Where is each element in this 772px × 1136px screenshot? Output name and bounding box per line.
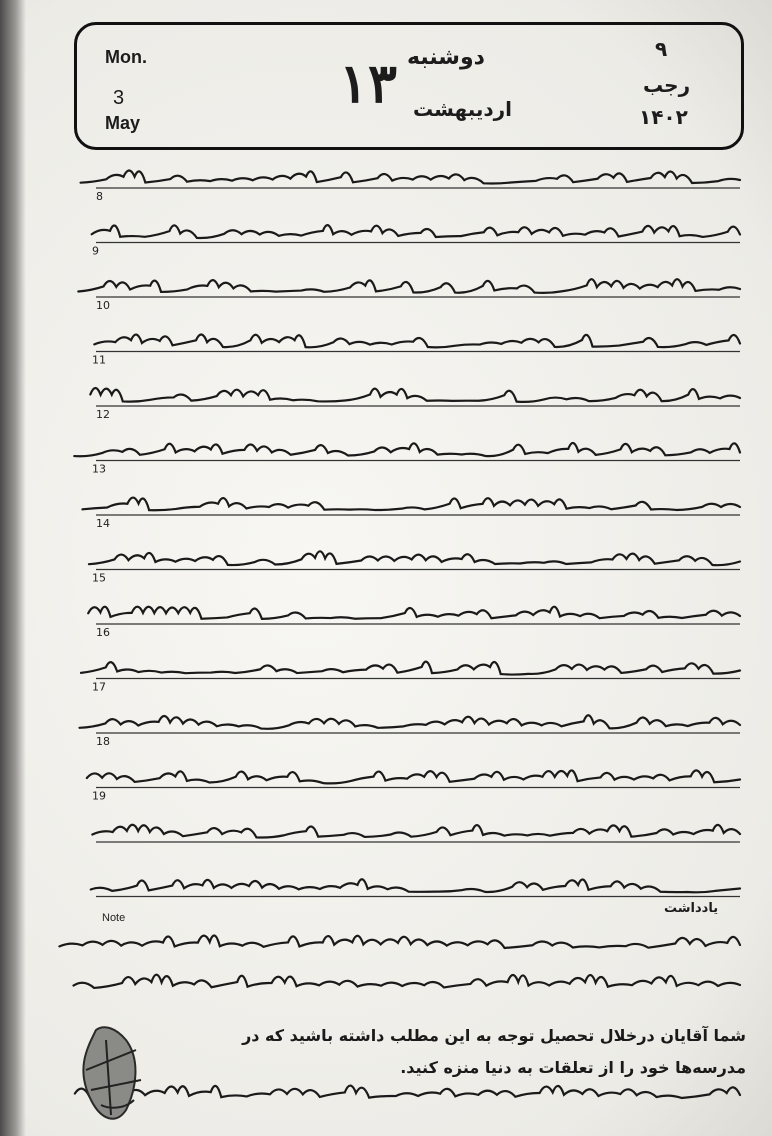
printed-quote-line-1: شما آقایان درخلال تحصیل توجه به این مطلب داشته باشید که در [242, 1026, 746, 1045]
weekday-english: Mon. [105, 47, 147, 67]
handwritten-note-line [75, 1086, 740, 1098]
month-english: May [105, 113, 141, 133]
handwritten-note-line [59, 935, 740, 947]
handwritten-line [88, 607, 740, 619]
line-number: 18 [96, 735, 110, 748]
note-label-english: Note [102, 912, 126, 924]
line-number: 15 [92, 571, 106, 585]
line-number: 10 [96, 299, 110, 312]
handwritten-line [94, 334, 740, 347]
handwritten-line [87, 770, 740, 783]
handwritten-line [92, 825, 740, 838]
line-number: 12 [96, 408, 110, 421]
solar-day-number: ۱۳ [339, 51, 398, 115]
line-number: 11 [92, 353, 106, 367]
handwritten-line [89, 551, 740, 565]
line-number: 17 [92, 680, 106, 694]
line-number: 13 [92, 462, 106, 476]
handwritten-line [80, 715, 740, 729]
handwritten-line [92, 225, 740, 238]
handwritten-line [81, 662, 740, 675]
handwritten-line [82, 498, 740, 511]
note-label-persian: یادداشت [664, 901, 719, 916]
hijri-year: ۱۴۰۲ [639, 105, 688, 129]
hijri-month: رجب [643, 73, 691, 97]
handwritten-note-line [73, 975, 740, 988]
line-number: 9 [92, 244, 99, 258]
handwritten-line [90, 388, 740, 402]
handwritten-line [81, 171, 740, 184]
line-number: 19 [92, 789, 106, 803]
hijri-day: ۹ [655, 37, 668, 61]
month-persian: اردیبهشت [413, 97, 513, 121]
weekday-persian: دوشنبه [407, 45, 485, 70]
day-english: 3 [113, 87, 125, 109]
line-number: 8 [96, 190, 103, 203]
handwritten-line [91, 879, 740, 892]
line-number: 14 [96, 517, 110, 530]
emblem-illustration [56, 1010, 166, 1130]
printed-quote-line-2: مدرسه‌ها خود را از تعلقات به دنیا منزه کنید. [400, 1058, 746, 1077]
handwritten-line [78, 279, 740, 293]
line-number: 16 [96, 626, 110, 639]
handwritten-line [74, 443, 740, 456]
